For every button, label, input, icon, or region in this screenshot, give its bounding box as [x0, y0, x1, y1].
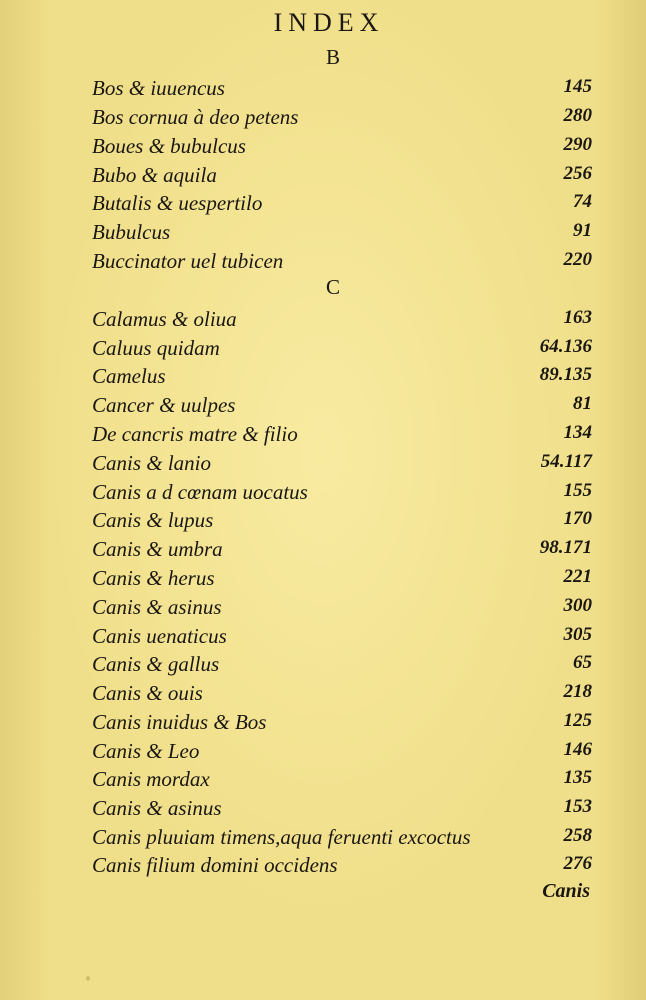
index-entry [92, 508, 592, 536]
entry-name: Canis mordax [92, 767, 210, 791]
entry-page: 64.136 [539, 336, 592, 357]
entry-page: 145 [563, 76, 592, 97]
index-entry [92, 739, 592, 767]
entry-page: 91 [573, 220, 592, 241]
entry-name: Canis inuidus & Bos [92, 710, 267, 734]
index-entry [92, 422, 592, 450]
index-entry [92, 767, 592, 795]
entry-page: 54.117 [540, 451, 592, 472]
index-entry [92, 191, 592, 219]
entry-name: Cancer & uulpes [92, 393, 236, 417]
entry-page: 221 [563, 566, 592, 587]
entry-name: Boues & bubulcus [92, 134, 246, 158]
index-entry [92, 451, 592, 479]
index-entry [92, 307, 592, 335]
entry-name: Bubulcus [92, 220, 171, 244]
entry-name: Calamus & oliua [92, 307, 237, 331]
catchword: Canis [542, 880, 590, 902]
index-entry [92, 76, 592, 104]
index-entry [92, 220, 592, 248]
entry-page: 290 [563, 134, 592, 155]
entry-page: 280 [563, 105, 592, 126]
section-letter-c: C [325, 275, 340, 299]
entry-page: 300 [563, 595, 592, 616]
entry-name: Canis & asinus [92, 796, 222, 820]
index-entry [92, 163, 592, 191]
index-entry [92, 624, 592, 652]
entry-name: Caluus quidam [92, 336, 220, 360]
entry-name: Canis & ouis [92, 681, 203, 705]
entry-name: Camelus [92, 364, 166, 388]
entry-page: 135 [563, 767, 592, 788]
entry-page: 153 [563, 796, 592, 817]
paper-blemish [86, 976, 90, 981]
entry-page: 218 [563, 681, 592, 702]
index-entry [92, 364, 592, 392]
entry-name: Canis a d cœnam uocatus [92, 480, 308, 504]
entry-page: 98.171 [539, 537, 592, 558]
entry-name: Canis & lupus [92, 508, 214, 532]
index-entry [92, 134, 592, 162]
index-entry [92, 710, 592, 738]
index-entry [92, 105, 592, 133]
entry-name: Canis & umbra [92, 537, 223, 561]
entry-page: 163 [563, 307, 592, 328]
index-entry [92, 595, 592, 623]
index-entry [92, 566, 592, 594]
entry-name: Canis pluuiam timens,aqua feruenti excoctus [92, 825, 471, 849]
entry-name: Canis & asinus [92, 595, 222, 619]
entry-name: Butalis & uespertilo [92, 191, 263, 215]
section-letter-b: B [325, 45, 340, 69]
entry-name: Canis & lanio [92, 451, 212, 475]
index-entry [92, 336, 592, 364]
index-entry [92, 681, 592, 709]
index-entry [92, 825, 592, 853]
entry-name: Canis & Leo [92, 739, 200, 763]
entry-name: Canis & gallus [92, 652, 220, 676]
entry-name: Bos cornua à deo petens [92, 105, 299, 129]
entry-page: 256 [563, 163, 592, 184]
entry-name: Canis uenaticus [92, 624, 227, 648]
entry-page: 81 [573, 393, 592, 414]
entry-page: 170 [563, 508, 592, 529]
entry-name: Canis & herus [92, 566, 215, 590]
entry-page: 125 [563, 710, 592, 731]
entry-page: 305 [563, 624, 592, 645]
index-entry [92, 393, 592, 421]
index-entry [92, 853, 592, 881]
index-entry [92, 652, 592, 680]
entry-name: Bos & iuuencus [92, 76, 225, 100]
entry-page: 155 [563, 480, 592, 501]
index-entry [92, 796, 592, 824]
entry-page: 65 [573, 652, 592, 673]
entry-name: Buccinator uel tubicen [92, 249, 284, 273]
entry-page: 146 [563, 739, 592, 760]
entry-page: 74 [573, 191, 592, 212]
entry-name: Canis filium domini occidens [92, 853, 338, 877]
entry-page: 89.135 [539, 364, 592, 385]
index-entry [92, 537, 592, 565]
index-entry [92, 480, 592, 508]
running-head: INDEX [273, 8, 385, 37]
index-entry [92, 249, 592, 277]
entry-name: De cancris matre & filio [92, 422, 298, 446]
entry-page: 258 [563, 825, 592, 846]
entry-name: Bubo & aquila [92, 163, 217, 187]
entry-page: 220 [563, 249, 592, 270]
entry-page: 276 [563, 853, 592, 874]
entry-page: 134 [563, 422, 592, 443]
